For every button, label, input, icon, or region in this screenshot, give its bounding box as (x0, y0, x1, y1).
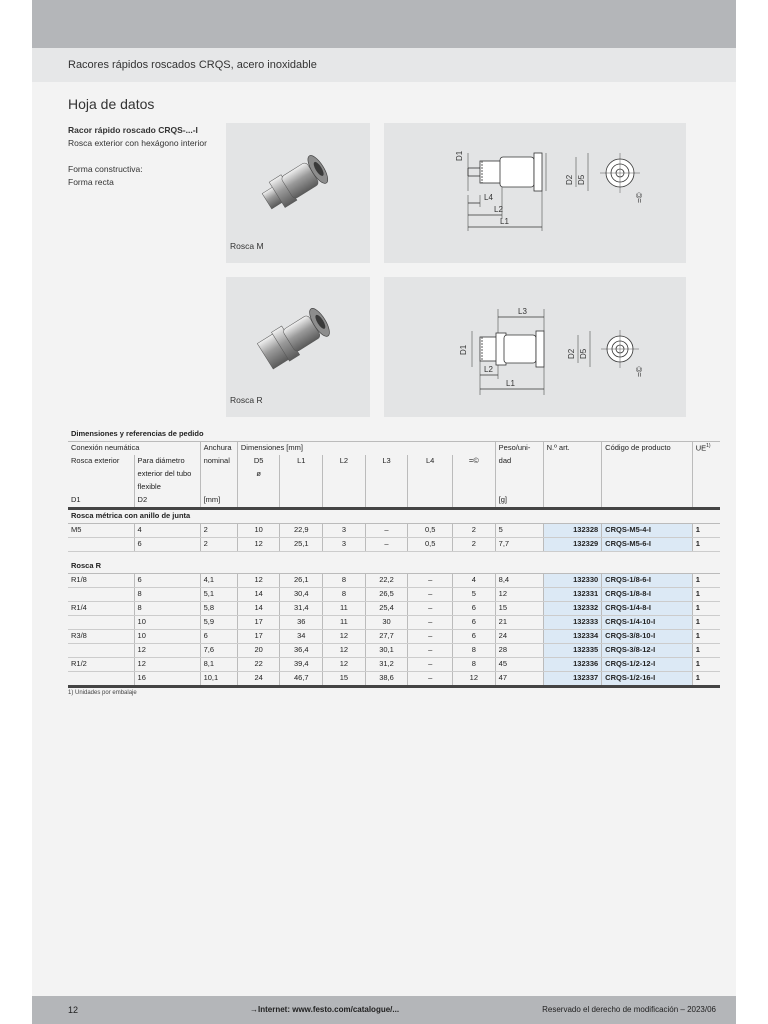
cell-thread: R1/8 (68, 574, 134, 588)
th-thread: Rosca exterior (71, 456, 120, 465)
cell-d5: 20 (237, 644, 280, 658)
cell-l4: – (408, 672, 453, 687)
form-label: Forma constructiva: (68, 164, 143, 174)
cell-tube-diameter: 6 (134, 538, 200, 552)
cell-tube-diameter: 10 (134, 616, 200, 630)
cell-width: 5,9 (200, 616, 237, 630)
cell-part-number: 132331 (543, 588, 602, 602)
table-header-row-1 (68, 442, 720, 456)
cell-width: 7,6 (200, 644, 237, 658)
dim-l3: L3 (518, 307, 527, 316)
cell-l1: 26,1 (280, 574, 323, 588)
group-row-r (68, 560, 720, 574)
cell-tube-diameter: 6 (134, 574, 200, 588)
cell-product-code: CRQS-M5-6-I (602, 538, 693, 552)
cell-l2: 8 (323, 588, 366, 602)
cell-thread: R1/2 (68, 658, 134, 672)
cell-product-code: CRQS-1/2-16-I (602, 672, 693, 687)
cell-l3: 38,6 (365, 672, 408, 687)
fitting-m-image (226, 123, 370, 243)
cell-product-code: CRQS-3/8-10-I (602, 630, 693, 644)
cell-thread: R3/8 (68, 630, 134, 644)
dimension-drawing-m (384, 123, 686, 263)
th-code: Código de producto (602, 442, 693, 456)
cell-l3: 22,2 (365, 574, 408, 588)
th-tube-3: flexible (134, 481, 200, 494)
cell-l4: – (408, 588, 453, 602)
cell-tube-diameter: 12 (134, 658, 200, 672)
cell-d5: 22 (237, 658, 280, 672)
table-row (68, 672, 720, 687)
cell-l1: 39,4 (280, 658, 323, 672)
cell-weight: 8,4 (495, 574, 543, 588)
th-tube-1: Para diámetro (134, 455, 200, 468)
header-bar (32, 48, 736, 82)
fitting-r-image (226, 277, 370, 397)
cell-thread (68, 588, 134, 602)
dim-d2-r: D2 (567, 348, 576, 359)
cell-width: 8,1 (200, 658, 237, 672)
cell-tube-diameter: 4 (134, 524, 200, 538)
cell-l1: 30,4 (280, 588, 323, 602)
cell-l1: 25,1 (280, 538, 323, 552)
cell-l3: 30,1 (365, 644, 408, 658)
cell-d5: 24 (237, 672, 280, 687)
cell-ue: 1 (692, 616, 720, 630)
cell-l4: – (408, 602, 453, 616)
photo-rosca-m (226, 123, 370, 263)
cell-l2: 15 (323, 672, 366, 687)
cell-hex: 6 (453, 630, 496, 644)
internet-link[interactable]: →Internet: www.festo.com/catalogue/... (250, 1005, 400, 1014)
table-row (68, 574, 720, 588)
dim-d2: D2 (565, 174, 574, 185)
th-l1: L1 (280, 455, 323, 468)
cell-thread: M5 (68, 524, 134, 538)
table-header-row-3 (68, 468, 720, 481)
cell-l3: 26,5 (365, 588, 408, 602)
rows-metric (68, 524, 720, 552)
table-header-row-4 (68, 481, 720, 494)
th-d5-symbol: ø (237, 468, 280, 481)
cell-l4: – (408, 616, 453, 630)
cell-l1: 36,4 (280, 644, 323, 658)
cell-l2: 12 (323, 658, 366, 672)
cell-hex: 2 (453, 538, 496, 552)
cell-ue: 1 (692, 588, 720, 602)
cell-thread (68, 672, 134, 687)
cell-part-number: 132334 (543, 630, 602, 644)
th-l4: L4 (408, 455, 453, 468)
cell-l1: 46,7 (280, 672, 323, 687)
form-value: Forma recta (68, 177, 114, 187)
cell-part-number: 132328 (543, 524, 602, 538)
cell-weight: 28 (495, 644, 543, 658)
cell-weight: 21 (495, 616, 543, 630)
cell-hex: 4 (453, 574, 496, 588)
table-row (68, 524, 720, 538)
photo-rosca-r (226, 277, 370, 417)
order-table (68, 428, 720, 688)
th-d5: D5 (237, 455, 280, 468)
cell-part-number: 132329 (543, 538, 602, 552)
cell-product-code: CRQS-1/8-6-I (602, 574, 693, 588)
cell-l3: 25,4 (365, 602, 408, 616)
th-ue: UE$^{1)}$ (692, 442, 720, 456)
th-weight-2: dad (495, 455, 543, 468)
cell-l4: – (408, 630, 453, 644)
cell-weight: 15 (495, 602, 543, 616)
cell-weight: 45 (495, 658, 543, 672)
table-header-row-2 (68, 455, 720, 468)
cell-l2: 3 (323, 538, 366, 552)
cell-ue: 1 (692, 630, 720, 644)
cell-l3: 27,7 (365, 630, 408, 644)
cell-l2: 8 (323, 574, 366, 588)
cell-hex: 8 (453, 644, 496, 658)
cell-part-number: 132335 (543, 644, 602, 658)
group-r-label: Rosca R (68, 560, 720, 574)
cell-l2: 11 (323, 616, 366, 630)
table-row (68, 630, 720, 644)
cell-product-code: CRQS-M5-4-I (602, 524, 693, 538)
table-caption: Dimensiones y referencias de pedido (68, 428, 720, 442)
th-mm: [mm] (200, 494, 237, 509)
dimension-drawing-r (384, 277, 686, 417)
cell-hex: 6 (453, 616, 496, 630)
th-tube-2: exterior del tubo (134, 468, 200, 481)
th-hex: =© (453, 455, 496, 468)
cell-d5: 14 (237, 602, 280, 616)
th-g: [g] (495, 494, 543, 509)
header-subtitle: Racores rápidos roscados CRQS, acero inoxidable (68, 59, 317, 71)
dim-hex-r: =© (635, 366, 644, 377)
cell-l4: – (408, 658, 453, 672)
cell-hex: 5 (453, 588, 496, 602)
table-header-row-5 (68, 494, 720, 509)
table-row (68, 602, 720, 616)
dim-l4: L4 (484, 193, 493, 202)
cell-thread (68, 644, 134, 658)
cell-width: 10,1 (200, 672, 237, 687)
cell-part-number: 132333 (543, 616, 602, 630)
dim-l2: L2 (494, 205, 503, 214)
cell-l1: 22,9 (280, 524, 323, 538)
cell-l2: 3 (323, 524, 366, 538)
cell-weight: 5 (495, 524, 543, 538)
cell-l3: 30 (365, 616, 408, 630)
th-l2: L2 (323, 455, 366, 468)
footer-bar (32, 996, 736, 1024)
th-conn: Conexión neumática (71, 443, 140, 452)
table-row (68, 658, 720, 672)
top-bar (32, 0, 736, 48)
cell-ue: 1 (692, 672, 720, 687)
cell-thread (68, 538, 134, 552)
cell-l2: 11 (323, 602, 366, 616)
th-d1: D1 (68, 494, 134, 509)
cell-d5: 14 (237, 588, 280, 602)
cell-l2: 12 (323, 630, 366, 644)
table-row (68, 538, 720, 552)
cell-tube-diameter: 12 (134, 644, 200, 658)
th-weight: Peso/uni- (495, 442, 543, 456)
cell-l1: 36 (280, 616, 323, 630)
cell-l4: 0,5 (408, 524, 453, 538)
th-width: Anchura (200, 442, 237, 456)
cell-l1: 31,4 (280, 602, 323, 616)
cell-d5: 12 (237, 574, 280, 588)
th-l3: L3 (365, 455, 408, 468)
dim-l2-r: L2 (484, 365, 493, 374)
cell-l3: 31,2 (365, 658, 408, 672)
cell-hex: 12 (453, 672, 496, 687)
cell-l3: – (365, 538, 408, 552)
page-number: 12 (68, 1005, 79, 1015)
cell-ue: 1 (692, 574, 720, 588)
dim-hex-m: =© (635, 192, 644, 203)
cell-product-code: CRQS-1/4-10-I (602, 616, 693, 630)
cell-tube-diameter: 8 (134, 588, 200, 602)
cell-width: 5,1 (200, 588, 237, 602)
cell-part-number: 132336 (543, 658, 602, 672)
th-nominal: nominal (200, 455, 237, 468)
cell-l4: 0,5 (408, 538, 453, 552)
rows-r (68, 574, 720, 687)
cell-l3: – (365, 524, 408, 538)
datasheet-page (32, 0, 736, 1024)
cell-ue: 1 (692, 538, 720, 552)
dim-l1: L1 (500, 217, 509, 226)
cell-d5: 17 (237, 630, 280, 644)
cell-width: 4,1 (200, 574, 237, 588)
table-row (68, 644, 720, 658)
cell-l1: 34 (280, 630, 323, 644)
dim-d1: D1 (455, 150, 464, 161)
cell-part-number: 132332 (543, 602, 602, 616)
cell-hex: 6 (453, 602, 496, 616)
cell-ue: 1 (692, 658, 720, 672)
rosca-r-label: Rosca R (230, 395, 263, 405)
cell-weight: 47 (495, 672, 543, 687)
dim-d5-r: D5 (579, 348, 588, 359)
group-m-label: Rosca métrica con anillo de junta (68, 509, 720, 524)
cell-tube-diameter: 16 (134, 672, 200, 687)
table-caption-row (68, 428, 720, 442)
rosca-m-label: Rosca M (230, 241, 264, 251)
cell-l4: – (408, 574, 453, 588)
rights-notice: Reservado el derecho de modificación – 2023/06 (542, 1005, 716, 1014)
cell-part-number: 132337 (543, 672, 602, 687)
product-name: Racor rápido roscado CRQS-...-I (68, 125, 198, 135)
cell-tube-diameter: 8 (134, 602, 200, 616)
cell-width: 5,8 (200, 602, 237, 616)
product-description: Rosca exterior con hexágono interior (68, 138, 207, 148)
cell-l2: 12 (323, 644, 366, 658)
cell-product-code: CRQS-1/8-8-I (602, 588, 693, 602)
cell-ue: 1 (692, 602, 720, 616)
cell-ue: 1 (692, 524, 720, 538)
cell-d5: 12 (237, 538, 280, 552)
dim-d1-r: D1 (459, 344, 468, 355)
cell-width: 6 (200, 630, 237, 644)
dim-d5: D5 (577, 174, 586, 185)
cell-hex: 2 (453, 524, 496, 538)
th-dimensions: Dimensiones [mm] (237, 442, 495, 456)
page-title: Hoja de datos (68, 96, 155, 112)
cell-product-code: CRQS-1/2-12-I (602, 658, 693, 672)
cell-width: 2 (200, 524, 237, 538)
cell-d5: 17 (237, 616, 280, 630)
group-row-m (68, 509, 720, 524)
cell-product-code: CRQS-1/4-8-I (602, 602, 693, 616)
th-d2: D2 (134, 494, 200, 509)
table-row (68, 588, 720, 602)
cell-thread (68, 616, 134, 630)
cell-ue: 1 (692, 644, 720, 658)
cell-weight: 12 (495, 588, 543, 602)
th-art: N.º art. (543, 442, 602, 456)
cell-l4: – (408, 644, 453, 658)
cell-hex: 8 (453, 658, 496, 672)
cell-width: 2 (200, 538, 237, 552)
cell-thread: R1/4 (68, 602, 134, 616)
dim-l1-r: L1 (506, 379, 515, 388)
cell-weight: 24 (495, 630, 543, 644)
footnote: 1) Unidades por embalaje (68, 690, 137, 696)
cell-weight: 7,7 (495, 538, 543, 552)
cell-part-number: 132330 (543, 574, 602, 588)
cell-tube-diameter: 10 (134, 630, 200, 644)
cell-d5: 10 (237, 524, 280, 538)
cell-product-code: CRQS-3/8-12-I (602, 644, 693, 658)
table-row (68, 616, 720, 630)
